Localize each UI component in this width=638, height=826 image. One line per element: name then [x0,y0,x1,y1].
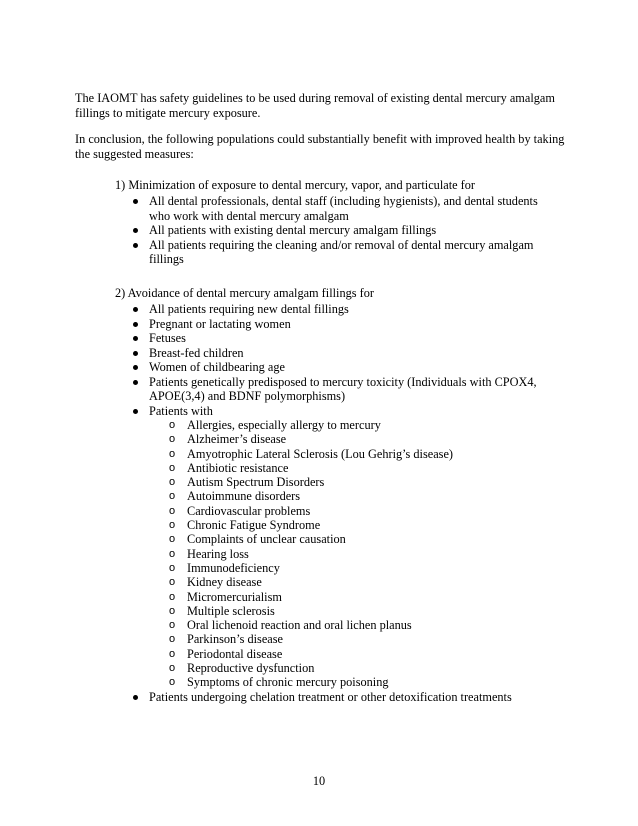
sublist-item: o Complaints of unclear causation [149,532,555,546]
list-item-label: Patients with [149,403,213,418]
list-item: Patients genetically predisposed to mercury toxicity (Individuals with CPOX4, APOE(3,4) and BDNF polymorphisms) [115,375,555,404]
sublist-item: o Antibiotic resistance [149,461,555,475]
sublist-item: o Oral lichenoid reaction and oral lichen planus [149,618,555,632]
conclusion-paragraph: In conclusion, the following populations could substantially benefit with improved health by taking the suggested measures: [75,132,565,161]
section-1-list [115,194,555,267]
section-2-heading: 2) Avoidance of dental mercury amalgam fillings for [115,286,374,300]
list-item: Patients undergoing chelation treatment or other detoxification treatments [115,690,555,705]
sublist-item: o Hearing loss [149,547,555,561]
section-1-heading: 1) Minimization of exposure to dental mercury, vapor, and particulate for [115,178,475,192]
sublist-item: o Alzheimer’s disease [149,432,555,446]
sublist-item: o Immunodeficiency [149,561,555,575]
sublist-item: o Symptoms of chronic mercury poisoning [149,675,555,689]
sublist-item: o Reproductive dysfunction [149,661,555,675]
list-item: Pregnant or lactating women [115,317,555,332]
page-number: 10 [312,774,326,788]
patients-with-item [115,404,555,690]
intro-paragraph: The IAOMT has safety guidelines to be used during removal of existing dental mercury amalgam fillings to mitigate mercury exposure. [75,91,555,120]
sublist-item: o Autoimmune disorders [149,489,555,503]
sublist-item: o Multiple sclerosis [149,604,555,618]
sublist-item: o Parkinson’s disease [149,632,555,646]
list-item: All patients with existing dental mercury amalgam fillings [115,223,555,238]
sublist-item: o Periodontal disease [149,647,555,661]
sublist-item: o Allergies, especially allergy to mercury [149,418,555,432]
list-item: Women of childbearing age [115,360,555,375]
conditions-sublist [149,418,555,690]
list-item: All dental professionals, dental staff (including hygienists), and dental students who work with dental mercury amalgam [115,194,555,223]
sublist-item: o Cardiovascular problems [149,504,555,518]
sublist-item: o Micromercurialism [149,590,555,604]
list-item: Breast-fed children [115,346,555,361]
sublist-item: o Autism Spectrum Disorders [149,475,555,489]
list-item: Fetuses [115,331,555,346]
list-item: All patients requiring new dental fillings [115,302,555,317]
sublist-item: o Amyotrophic Lateral Sclerosis (Lou Gehrig’s disease) [149,447,555,461]
sublist-item: o Chronic Fatigue Syndrome [149,518,555,532]
sublist-item: o Kidney disease [149,575,555,589]
section-2-list [115,302,555,704]
list-item: All patients requiring the cleaning and/or removal of dental mercury amalgam fillings [115,238,555,267]
